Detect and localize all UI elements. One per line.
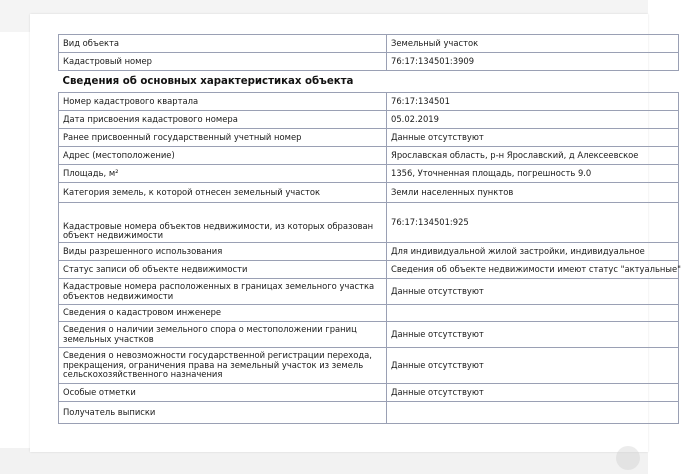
- table-row: [59, 243, 679, 261]
- row-label: Сведения о наличии земельного спора о местоположении границ земельных участков: [59, 322, 387, 348]
- row-label: Площадь, м²: [59, 165, 387, 183]
- table-row: [59, 129, 679, 147]
- row-value: 76:17:134501: [387, 93, 679, 111]
- row-value: Данные отсутствуют: [387, 322, 679, 348]
- row-label: Особые отметки: [59, 384, 387, 402]
- row-label: Кадастровый номер: [59, 53, 387, 71]
- row-value: [387, 402, 679, 424]
- table-row: [59, 203, 679, 243]
- row-value: 76:17:134501:925: [387, 203, 679, 243]
- row-value: Земли населенных пунктов: [387, 183, 679, 203]
- row-label: Кадастровые номера объектов недвижимости, из которых образован объект недвижимости: [59, 203, 387, 243]
- row-value: Для индивидуальной жилой застройки, индивидуальное: [387, 243, 679, 261]
- row-label: Категория земель, к которой отнесен земельный участок: [59, 183, 387, 203]
- row-label: Статус записи об объекте недвижимости: [59, 261, 387, 279]
- document-sheet: [30, 14, 681, 452]
- table-row: [59, 384, 679, 402]
- row-label: Виды разрешенного использования: [59, 243, 387, 261]
- row-label: Адрес (местоположение): [59, 147, 387, 165]
- table-row: [59, 111, 679, 129]
- row-label: Сведения о кадастровом инженере: [59, 305, 387, 322]
- watermark-icon: [616, 446, 640, 470]
- row-value: Ярославская область, р-н Ярославский, д Алексеевское: [387, 147, 679, 165]
- table-row: [59, 35, 679, 53]
- row-label: Сведения о невозможности государственной регистрации перехода, прекращения, ограничения права на земельный участок из земель сельскохозяйственного назначения: [59, 348, 387, 384]
- row-label: Номер кадастрового квартала: [59, 93, 387, 111]
- property-extract-table: [58, 34, 679, 424]
- row-value: [387, 305, 679, 322]
- section-title: Сведения об основных характеристиках объекта: [59, 71, 679, 93]
- row-label: Вид объекта: [59, 35, 387, 53]
- row-label: Кадастровые номера расположенных в границах земельного участка объектов недвижимости: [59, 279, 387, 305]
- row-label: Ранее присвоенный государственный учетный номер: [59, 129, 387, 147]
- table-row: [59, 147, 679, 165]
- table-row: [59, 53, 679, 71]
- table-row: [59, 279, 679, 305]
- table-row: [59, 165, 679, 183]
- row-value: 05.02.2019: [387, 111, 679, 129]
- table-row: [59, 322, 679, 348]
- table-row: [59, 348, 679, 384]
- row-value: 76:17:134501:3909: [387, 53, 679, 71]
- row-value: Сведения об объекте недвижимости имеют статус "актуальные": [387, 261, 679, 279]
- row-value: Данные отсутствуют: [387, 384, 679, 402]
- row-label: Дата присвоения кадастрового номера: [59, 111, 387, 129]
- table-row: [59, 183, 679, 203]
- section-heading-row: [59, 71, 679, 93]
- table-row: [59, 261, 679, 279]
- row-value: Данные отсутствуют: [387, 348, 679, 384]
- table-row: [59, 93, 679, 111]
- row-value: Данные отсутствуют: [387, 129, 679, 147]
- row-label: Получатель выписки: [59, 402, 387, 424]
- table-row: [59, 402, 679, 424]
- row-value: Земельный участок: [387, 35, 679, 53]
- table-row: [59, 305, 679, 322]
- row-value: Данные отсутствуют: [387, 279, 679, 305]
- row-value: 1356, Уточненная площадь, погрешность 9.0: [387, 165, 679, 183]
